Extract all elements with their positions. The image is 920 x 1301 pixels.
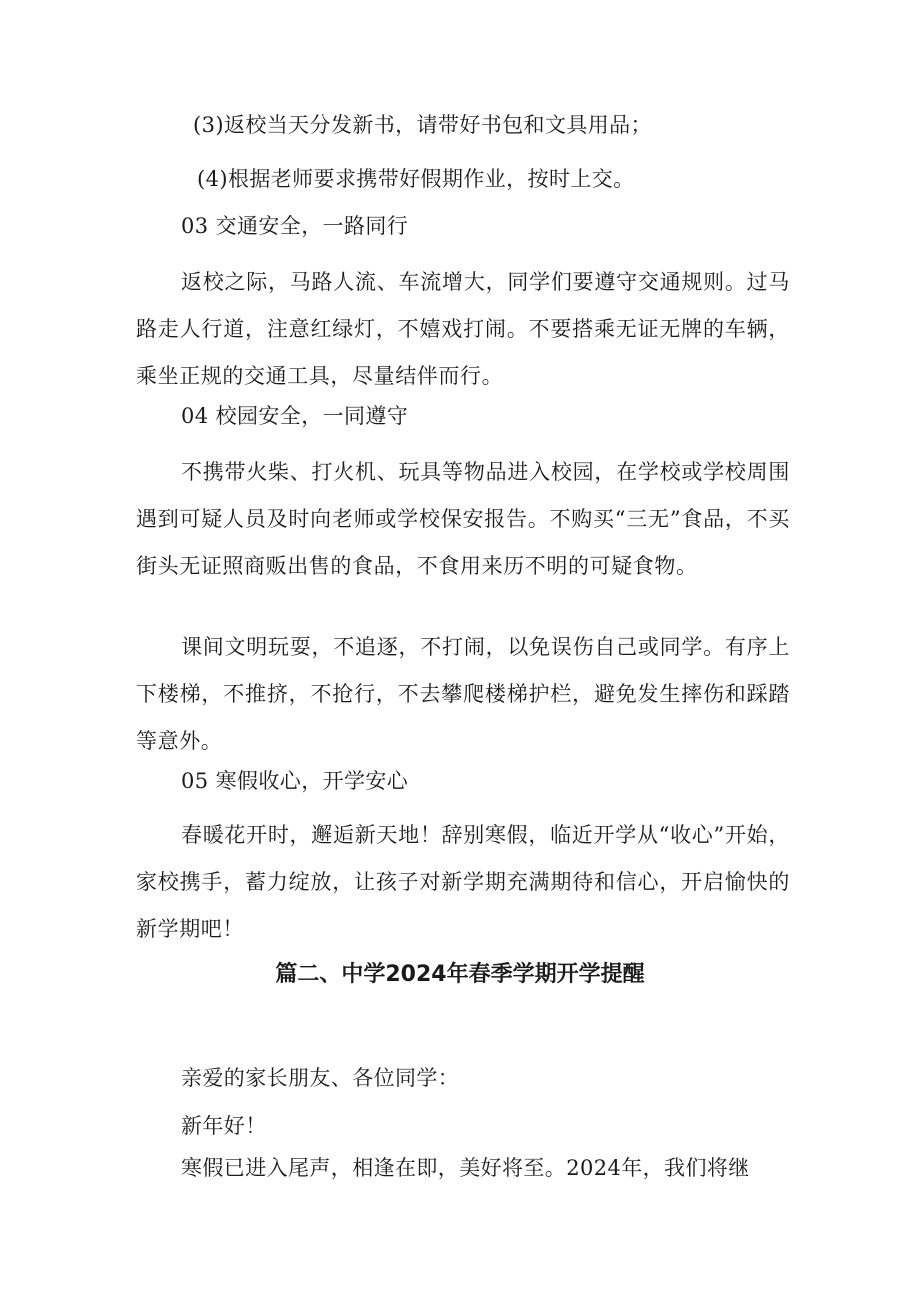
- section-05-paragraph: 春暖花开时，邂逅新天地！辞别寒假，临近开学从“收心”开始，家校携手，蓄力绽放，让孩子对新学期充满期待和信心，开启愉快的新学期吧！: [136, 823, 790, 941]
- section-heading-03: 03 交通安全，一路同行: [181, 214, 409, 238]
- list-item-3: (3)返校当天分发新书，请带好书包和文具用品；: [193, 113, 652, 137]
- list-item-4: (4)根据老师要求携带好假期作业，按时上交。: [197, 167, 635, 191]
- section-04-paragraph-1: 不携带火柴、打火机、玩具等物品进入校园，在学校或学校周围遇到可疑人员及时向老师或学校保安报告。不购买“三无”食品，不买街头无证照商贩出售的食品，不食用来历不明的可疑食物。: [136, 460, 790, 578]
- part-two-title: 篇二、中学2024年春季学期开学提醒: [275, 962, 645, 987]
- section-heading-05: 05 寒假收心，开学安心: [181, 769, 409, 793]
- section-04-paragraph-2: 课间文明玩耍，不追逐，不打闹，以免误伤自己或同学。有序上下楼梯，不推挤，不抢行，不去攀爬楼梯护栏，避免发生摔伤和踩踏等意外。: [136, 635, 790, 753]
- greeting: 亲爱的家长朋友、各位同学：: [181, 1066, 460, 1090]
- section-03-paragraph: 返校之际，马路人流、车流增大，同学们要遵守交通规则。过马路走人行道，注意红绿灯，不嬉戏打闹。不要搭乘无证无牌的车辆，乘坐正规的交通工具，尽量结伴而行。: [136, 270, 790, 388]
- new-year-line: 新年好！: [181, 1114, 267, 1138]
- opening-line: 寒假已进入尾声，相逢在即，美好将至。2024年，我们将继: [181, 1156, 750, 1180]
- section-heading-04: 04 校园安全，一同遵守: [181, 404, 409, 428]
